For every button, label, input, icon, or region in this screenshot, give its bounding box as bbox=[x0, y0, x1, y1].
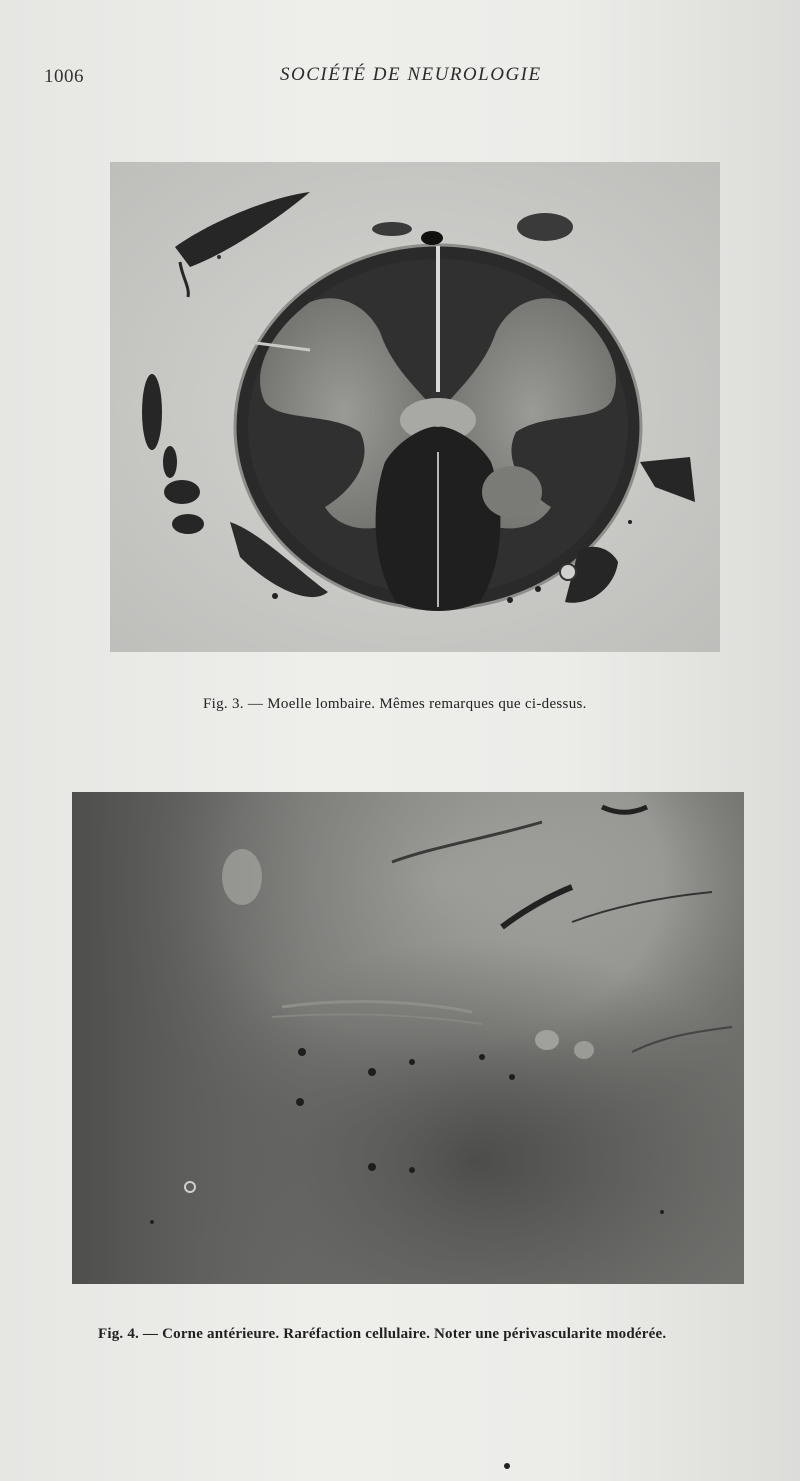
figure-3-spinal-cord-section bbox=[110, 162, 720, 652]
figure-4-caption: Fig. 4. — Corne antérieure. Raréfaction cellulaire. Noter une périvascularite modérée. bbox=[98, 1326, 667, 1342]
ink-speck bbox=[504, 1463, 510, 1469]
page-number: 1006 bbox=[44, 66, 84, 87]
figure-3-caption: Fig. 3. — Moelle lombaire. Mêmes remarques que ci-dessus. bbox=[203, 696, 587, 712]
figure-3-image bbox=[110, 162, 720, 652]
figure-4-image bbox=[72, 792, 744, 1284]
running-head: SOCIÉTÉ DE NEUROLOGIE bbox=[280, 64, 542, 85]
figure-4-anterior-horn-micrograph bbox=[72, 792, 744, 1284]
